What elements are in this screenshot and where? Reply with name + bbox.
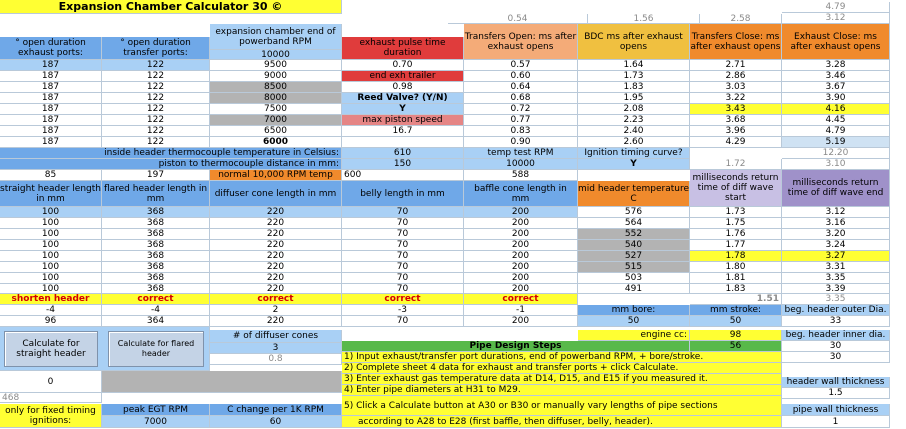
ms-start-5: 1.78 [690,251,782,262]
correct-label-baffle: correct [464,294,578,305]
flared-8: 368 [102,284,210,294]
mid-temp-4: 540 [578,240,690,251]
gray-172: 1.72 [690,159,782,170]
max-piston-speed-label: max piston speed [342,115,464,126]
header-transfers-open: Transfers Open: ms after exhaust opens [464,24,578,60]
header-baffle-length: baffle cone length in mm [464,181,578,207]
mid-temp-3: 552 [578,229,690,240]
trans-close-6: 3.68 [690,115,782,126]
design-step-1: 1) Input exhaust/transfer port durations, end of powerband RPM, + bore/stroke. [342,352,782,363]
correction-straight: -4 [0,305,102,316]
flared-1[interactable]: 368 [102,207,210,218]
baffle-2: 200 [464,218,578,229]
header-ms-end: milliseconds return time of diff wave end [782,170,890,207]
design-step-2: 2) Complete sheet 4 data for exhaust and transfer ports + click Calculate. [342,363,782,374]
gray-151: 1.51 [690,294,782,305]
inner-dia-label: beg. header inner dia. [782,330,890,341]
cell-96: 96 [0,316,102,327]
diffuser-1[interactable]: 220 [210,207,342,218]
gray-468: 468 [0,393,102,403]
reed-valve-value[interactable]: Y [342,104,464,115]
diffuser-5: 220 [210,251,342,262]
ms-end-4: 3.24 [782,240,890,251]
belly-3: 70 [342,229,464,240]
max-piston-speed-value: 16.7 [342,126,464,137]
cell-588: 588 [464,170,578,181]
thermo-distance-value[interactable]: 150 [342,159,464,170]
gray-335: 3.35 [782,294,890,305]
flared-6: 368 [102,262,210,273]
trans-duration-8: 122 [102,137,210,148]
outer-dia-value[interactable]: 33 [782,316,890,327]
mid-temp-7: 503 [578,273,690,284]
pipe-wall-label: pipe wall thickness [782,404,890,416]
correct-label-belly: correct [342,294,464,305]
cell-85: 85 [0,170,102,181]
diffuser-cones-value[interactable]: 3 [210,343,342,354]
engine-cc-value: 98 [690,330,782,341]
bore-value[interactable]: 50 [578,316,690,327]
straight-8: 100 [0,284,102,294]
correction-belly: -3 [342,305,464,316]
trans-close-4: 3.22 [690,93,782,104]
rpm-1: 9500 [210,60,342,71]
ignition-timing-label: Ignition timing curve? [578,148,690,159]
trans-duration-7: 122 [102,126,210,137]
trans-close-5: 3.43 [690,104,782,115]
ms-start-1: 1.73 [690,207,782,218]
cell-220: 220 [210,316,342,327]
mid-temp-8: 491 [578,284,690,294]
peak-egt-label: peak EGT RPM [102,404,210,416]
cell-30b: 30 [782,352,890,363]
cell-364: 364 [102,316,210,327]
flared-2: 368 [102,218,210,229]
diffuser-6: 220 [210,262,342,273]
baffle-7: 200 [464,273,578,284]
reed-valve-label: Reed Valve? (Y/N) [342,93,464,104]
baffle-4: 200 [464,240,578,251]
exh-close-2: 3.46 [782,71,890,82]
belly-8: 70 [342,284,464,294]
straight-4: 100 [0,240,102,251]
normal-rpm-temp-label: normal 10,000 RPM temp [210,170,342,181]
diffuser-7: 220 [210,273,342,284]
straight-1[interactable]: 100 [0,207,102,218]
straight-5: 100 [0,251,102,262]
bdc-3: 1.83 [578,82,690,93]
trans-close-2: 2.86 [690,71,782,82]
bdc-5: 2.08 [578,104,690,115]
mid-temp-5: 527 [578,251,690,262]
pulse-duration-value: 0.70 [342,60,464,71]
trans-close-7: 3.96 [690,126,782,137]
diffuser-cones-label: # of diffuser cones [210,330,342,343]
exh-close-3: 3.67 [782,82,890,93]
header-straight-length: straight header length in mm [0,181,102,207]
exh-duration-6: 187 [0,115,102,126]
bdc-7: 2.40 [578,126,690,137]
exh-close-5: 4.16 [782,104,890,115]
header-belly-length: belly length in mm [342,181,464,207]
blank-cell [342,137,464,148]
gray-258: 2.58 [700,14,782,24]
design-step-4: 4) Enter pipe diameters at H31 to M29. [342,385,782,396]
trans-open-2: 0.60 [464,71,578,82]
design-step-5: 5) Click a Calculate button at A30 or B30 or manually vary lengths of pipe sections [342,396,782,416]
exh-close-8: 5.19 [782,137,890,148]
correct-label-flared: correct [102,294,210,305]
thermo-temp-value[interactable]: 610 [342,148,464,159]
temp-test-rpm-value[interactable]: 10000 [464,159,578,170]
trans-close-8: 4.29 [690,137,782,148]
gray-156: 1.56 [588,14,700,24]
exh-close-6: 4.45 [782,115,890,126]
ms-start-7: 1.81 [690,273,782,284]
fixed-timing-label: only for fixed timing ignitions: [0,404,102,428]
design-step-3: 3) Enter exhaust gas temperature data at D14, D15, and E15 if you measured it. [342,374,782,385]
pipe-wall-value[interactable]: 1 [782,416,890,428]
wall-thickness-label: header wall thickness [782,377,890,388]
bdc-8: 2.60 [578,137,690,148]
bdc-6: 2.23 [578,115,690,126]
normal-temp-600: 600 [342,170,464,181]
bdc-4: 1.95 [578,93,690,104]
mid-temp-6: 515 [578,262,690,273]
baffle-3: 200 [464,229,578,240]
engine-cc-label: engine cc: [578,330,690,341]
trans-open-3: 0.64 [464,82,578,93]
rpm-3: 8500 [210,82,342,93]
correct-label-diffuser: correct [210,294,342,305]
correction-baffle: -1 [464,305,578,316]
flared-4: 368 [102,240,210,251]
bdc-1: 1.64 [578,60,690,71]
calculate-straight-button[interactable]: Calculate for straight header [4,331,98,367]
end-exh-trailer-value: 0.98 [342,82,464,93]
baffle-5: 200 [464,251,578,262]
end-exh-trailer-label: end exh trailer [342,71,464,82]
thermo-temp-label: inside header thermocouple temperature in Celsius: [0,148,342,159]
outer-dia-label: beg. header outer Dia. [782,305,890,316]
bdc-2: 1.73 [578,71,690,82]
mid-temp-1: 576 [578,207,690,218]
baffle-6: 200 [464,262,578,273]
ms-end-1: 3.12 [782,207,890,218]
gray-1220: 12.20 [782,148,890,159]
belly-6: 70 [342,262,464,273]
trans-open-7: 0.83 [464,126,578,137]
cell-zero: 0 [0,371,102,393]
cell-200: 200 [464,316,578,327]
trans-duration-5: 122 [102,104,210,115]
exh-duration-7: 187 [0,126,102,137]
ms-start-4: 1.77 [690,240,782,251]
rpm-5: 7500 [210,104,342,115]
correction-diffuser: 2 [210,305,342,316]
header-exhaust-pulse: exhaust pulse time duration [342,37,464,60]
ms-end-2: 3.16 [782,218,890,229]
sheet-title: Expansion Chamber Calculator 30 © [0,0,342,14]
ms-start-3: 1.76 [690,229,782,240]
trans-open-5: 0.72 [464,104,578,115]
trans-duration-4: 122 [102,93,210,104]
trans-open-1: 0.57 [464,60,578,71]
exh-close-1: 3.28 [782,60,890,71]
gray-310: 3.10 [782,159,890,170]
trans-duration-2: 122 [102,71,210,82]
cell-197: 197 [102,170,210,181]
exh-duration-1[interactable]: 187 [0,60,102,71]
ms-end-6: 3.31 [782,262,890,273]
trans-duration-3: 122 [102,82,210,93]
header-exhaust-close: Exhaust Close: ms after exhaust opens [782,24,890,60]
c-change-label: C change per 1K RPM [210,404,342,416]
straight-7: 100 [0,273,102,284]
exh-duration-3: 187 [0,82,102,93]
flared-3: 368 [102,229,210,240]
flared-7: 368 [102,273,210,284]
ms-end-7: 3.35 [782,273,890,284]
temp-test-rpm-label: temp test RPM [464,148,578,159]
trans-open-8: 0.90 [464,137,578,148]
cell-56: 56 [690,341,782,352]
design-step-6: according to A28 to E28 (first baffle, then diffuser, belly, header). [342,416,782,428]
trans-duration-6: 122 [102,115,210,126]
peak-egt-value[interactable]: 7000 [102,416,210,428]
rpm-6: 7000 [210,115,342,126]
baffle-8: 200 [464,284,578,294]
header-rpm-end: expansion chamber end of powerband RPM [210,24,342,50]
correction-flared: -4 [102,305,210,316]
header-flared-length: flared header length in mm [102,181,210,207]
ignition-timing-value[interactable]: Y [578,159,690,170]
exh-close-7: 4.79 [782,126,890,137]
gray-479: 4.79 [782,2,890,13]
diffuser-2: 220 [210,218,342,229]
design-steps-title: Pipe Design Steps [342,341,690,352]
exh-duration-4: 187 [0,93,102,104]
flared-5: 368 [102,251,210,262]
diffuser-3: 220 [210,229,342,240]
exh-duration-8: 187 [0,137,102,148]
rpm-end-value[interactable]: 10000 [210,50,342,60]
baffle-1[interactable]: 200 [464,207,578,218]
straight-2: 100 [0,218,102,229]
header-mid-temp: mid header temperature C [578,181,690,207]
trans-open-6: 0.77 [464,115,578,126]
belly-4: 70 [342,240,464,251]
wall-thickness-value[interactable]: 1.5 [782,388,890,399]
belly-7: 70 [342,273,464,284]
belly-5: 70 [342,251,464,262]
header-transfers-close: Transfers Close: ms after exhaust opens [690,24,782,60]
ms-end-3: 3.20 [782,229,890,240]
rpm-8: 6000 [210,137,342,148]
gray-block [102,371,342,393]
trans-close-3: 3.03 [690,82,782,93]
cell-70: 70 [342,316,464,327]
gray-312: 3.12 [782,13,890,24]
mid-temp-2: 564 [578,218,690,229]
gray-054: 0.54 [448,14,588,24]
diffuser-4: 220 [210,240,342,251]
ms-start-2: 1.75 [690,218,782,229]
ms-start-6: 1.80 [690,262,782,273]
c-change-value[interactable]: 60 [210,416,342,428]
rpm-7: 6500 [210,126,342,137]
header-open-transfer: ° open duration transfer ports: [102,37,210,60]
stroke-value[interactable]: 50 [690,316,782,327]
trans-open-4: 0.68 [464,93,578,104]
ms-end-5: 3.27 [782,251,890,262]
exh-duration-2: 187 [0,71,102,82]
rpm-4: 8000 [210,93,342,104]
bore-label: mm bore: [578,305,690,316]
header-bdc: BDC ms after exhaust opens [578,24,690,60]
belly-2: 70 [342,218,464,229]
shorten-header-label: shorten header [0,294,102,305]
thermo-distance-label: piston to thermocouple distance in mm: [0,159,342,170]
straight-6: 100 [0,262,102,273]
ms-start-8: 1.83 [690,284,782,294]
trans-duration-1[interactable]: 122 [102,60,210,71]
diffuser-8: 220 [210,284,342,294]
calculate-flared-button[interactable]: Calculate for flared header [108,331,204,367]
belly-1[interactable]: 70 [342,207,464,218]
gray-08: 0.8 [210,354,342,365]
exh-duration-5: 187 [0,104,102,115]
header-diffuser-length: diffuser cone length in mm [210,181,342,207]
stroke-label: mm stroke: [690,305,782,316]
inner-dia-value[interactable]: 30 [782,341,890,352]
exh-close-4: 3.90 [782,93,890,104]
straight-3: 100 [0,229,102,240]
rpm-2: 9000 [210,71,342,82]
trans-close-1: 2.71 [690,60,782,71]
ms-end-8: 3.39 [782,284,890,294]
header-ms-start: milliseconds return time of diff wave start [690,170,782,207]
header-open-exhaust: ° open duration exhaust ports: [0,37,102,60]
